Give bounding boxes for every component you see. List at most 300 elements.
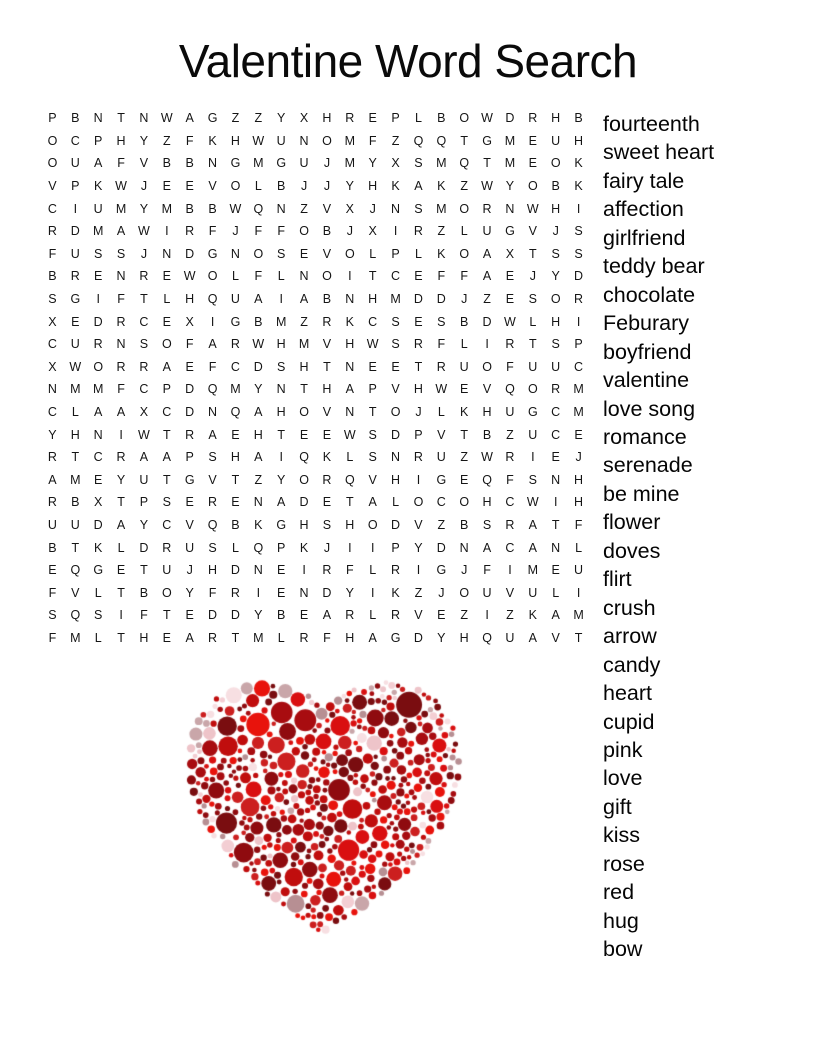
grid-cell: X bbox=[185, 314, 194, 329]
grid-cell: R bbox=[299, 630, 309, 645]
word-list-item: flower bbox=[603, 510, 661, 535]
grid-cell: U bbox=[528, 359, 538, 374]
grid-cell: L bbox=[460, 224, 468, 239]
grid-cell: P bbox=[94, 133, 103, 148]
grid-cell: W bbox=[481, 179, 493, 194]
grid-cell: A bbox=[185, 630, 194, 645]
grid-cell: H bbox=[574, 495, 584, 510]
grid-cell: R bbox=[436, 359, 446, 374]
grid-cell: E bbox=[185, 608, 194, 623]
grid-cell: X bbox=[391, 156, 400, 171]
grid-cell: T bbox=[231, 630, 240, 645]
grid-cell: W bbox=[138, 224, 150, 239]
grid-cell: Q bbox=[505, 382, 515, 397]
grid-cell: N bbox=[276, 382, 286, 397]
grid-cell: C bbox=[505, 495, 515, 510]
grid-cell: D bbox=[185, 246, 195, 261]
grid-cell: I bbox=[119, 608, 123, 623]
grid-cell: O bbox=[230, 179, 241, 194]
grid-cell: E bbox=[528, 156, 537, 171]
grid-cell: F bbox=[208, 359, 217, 374]
grid-cell: S bbox=[277, 246, 286, 261]
grid-cell: J bbox=[140, 179, 148, 194]
grid-cell: I bbox=[256, 585, 261, 600]
grid-cell: R bbox=[116, 359, 126, 374]
grid-cell: S bbox=[116, 246, 126, 261]
grid-cell: T bbox=[277, 427, 285, 442]
grid-cell: G bbox=[482, 133, 492, 148]
grid-cell: W bbox=[69, 359, 82, 374]
grid-cell: K bbox=[322, 450, 332, 465]
grid-cell: E bbox=[277, 585, 286, 600]
grid-cell: U bbox=[185, 540, 195, 555]
word-list-item: doves bbox=[603, 538, 661, 563]
grid-cell: N bbox=[253, 563, 263, 578]
grid-cell: K bbox=[437, 246, 446, 261]
grid-cell: Z bbox=[483, 292, 491, 307]
grid-cell: W bbox=[115, 179, 127, 194]
grid-cell: W bbox=[183, 269, 196, 284]
grid-cell: W bbox=[252, 337, 265, 352]
grid-cell: N bbox=[116, 269, 126, 284]
grid-cell: T bbox=[300, 382, 308, 397]
grid-cell: T bbox=[460, 133, 468, 148]
grid-cell: Q bbox=[344, 472, 355, 487]
grid-cell: N bbox=[459, 540, 469, 555]
grid-cell: C bbox=[368, 314, 378, 329]
grid-cell: B bbox=[551, 179, 560, 194]
grid-cell: C bbox=[93, 450, 103, 465]
grid-cell: E bbox=[162, 269, 171, 284]
grid-cell: T bbox=[117, 585, 125, 600]
grid-cell: Z bbox=[437, 517, 446, 532]
grid-cell: N bbox=[505, 201, 515, 216]
grid-cell: B bbox=[437, 111, 446, 126]
grid-cell: D bbox=[93, 314, 103, 329]
grid-cell: T bbox=[140, 292, 148, 307]
grid-cell: N bbox=[139, 111, 149, 126]
grid-cell: X bbox=[94, 495, 103, 510]
grid-cell: D bbox=[93, 517, 103, 532]
grid-cell: W bbox=[481, 111, 493, 126]
grid-cell: K bbox=[94, 540, 103, 555]
grid-cell: R bbox=[70, 269, 80, 284]
grid-cell: I bbox=[96, 292, 100, 307]
grid-cell: W bbox=[435, 382, 448, 397]
grid-cell: M bbox=[298, 337, 310, 352]
grid-cell: O bbox=[413, 495, 424, 510]
grid-cell: Z bbox=[460, 179, 468, 194]
grid-cell: U bbox=[139, 472, 149, 487]
word-list-item: serenade bbox=[603, 453, 693, 478]
grid-cell: B bbox=[460, 517, 469, 532]
grid-cell: S bbox=[208, 540, 217, 555]
grid-cell: T bbox=[528, 337, 537, 352]
grid-cell: V bbox=[322, 405, 332, 420]
grid-cell: H bbox=[391, 472, 401, 487]
grid-cell: R bbox=[574, 292, 584, 307]
grid-cell: V bbox=[551, 630, 560, 645]
grid-cell: L bbox=[277, 269, 285, 284]
grid-cell: R bbox=[322, 563, 332, 578]
grid-cell: L bbox=[414, 246, 422, 261]
grid-cell: T bbox=[345, 495, 354, 510]
grid-cell: D bbox=[574, 269, 584, 284]
grid-cell: V bbox=[322, 246, 332, 261]
page-title: Valentine Word Search bbox=[178, 35, 638, 87]
grid-cell: H bbox=[253, 427, 263, 442]
grid-cell: X bbox=[48, 359, 57, 374]
grid-cell: B bbox=[162, 156, 171, 171]
grid-cell: E bbox=[48, 563, 57, 578]
grid-cell: R bbox=[391, 608, 401, 623]
grid-cell: Y bbox=[505, 179, 515, 194]
grid-cell: N bbox=[276, 201, 286, 216]
grid-cell: C bbox=[47, 201, 57, 216]
grid-cell: R bbox=[47, 450, 57, 465]
word-list-item: pink bbox=[603, 737, 643, 762]
grid-cell: J bbox=[461, 292, 468, 307]
grid-cell: M bbox=[436, 201, 447, 216]
grid-cell: S bbox=[574, 246, 583, 261]
grid-cell: F bbox=[117, 156, 125, 171]
grid-cell: Z bbox=[460, 608, 468, 623]
grid-cell: E bbox=[185, 359, 194, 374]
grid-cell: R bbox=[413, 450, 423, 465]
grid-cell: S bbox=[94, 608, 103, 623]
grid-cell: G bbox=[207, 111, 218, 126]
grid-cell: H bbox=[322, 382, 332, 397]
grid-cell: T bbox=[162, 472, 171, 487]
grid-cell: N bbox=[253, 495, 263, 510]
grid-cell: N bbox=[116, 337, 126, 352]
grid-cell: Q bbox=[253, 201, 264, 216]
word-list-item: gift bbox=[603, 794, 632, 819]
grid-cell: C bbox=[551, 427, 561, 442]
grid-cell: Z bbox=[254, 472, 263, 487]
grid-cell: S bbox=[482, 517, 492, 532]
grid-cell: D bbox=[436, 292, 446, 307]
grid-cell: A bbox=[254, 450, 263, 465]
grid-cell: F bbox=[254, 269, 263, 284]
word-list-item: red bbox=[603, 880, 635, 905]
grid-cell: F bbox=[48, 246, 57, 261]
grid-cell: S bbox=[574, 224, 583, 239]
grid-cell: T bbox=[551, 517, 560, 532]
grid-cell: V bbox=[322, 337, 332, 352]
grid-cell: L bbox=[71, 405, 79, 420]
grid-cell: O bbox=[459, 201, 470, 216]
grid-cell: F bbox=[277, 224, 285, 239]
word-list-item: candy bbox=[603, 652, 661, 677]
word-list-item: love song bbox=[603, 396, 696, 421]
grid-cell: K bbox=[437, 179, 446, 194]
grid-cell: K bbox=[94, 179, 103, 194]
grid-cell: B bbox=[322, 292, 332, 307]
grid-cell: U bbox=[574, 563, 584, 578]
grid-cell: A bbox=[254, 405, 263, 420]
grid-cell: G bbox=[436, 563, 447, 578]
grid-cell: F bbox=[48, 585, 57, 600]
grid-cell: D bbox=[413, 630, 423, 645]
grid-cell: B bbox=[254, 314, 263, 329]
grid-cell: P bbox=[162, 382, 171, 397]
grid-cell: Q bbox=[230, 405, 241, 420]
grid-cell: S bbox=[391, 314, 400, 329]
grid-cell: R bbox=[345, 608, 355, 623]
word-list-item: romance bbox=[603, 424, 687, 449]
grid-cell: Y bbox=[414, 540, 423, 555]
grid-cell: V bbox=[482, 382, 492, 397]
grid-cell: P bbox=[277, 540, 286, 555]
grid-cell: R bbox=[47, 495, 57, 510]
grid-cell: D bbox=[230, 608, 240, 623]
grid-cell: E bbox=[299, 246, 309, 261]
grid-cell: E bbox=[185, 495, 194, 510]
grid-cell: H bbox=[116, 133, 126, 148]
grid-cell: N bbox=[230, 246, 240, 261]
grid-cell: Z bbox=[300, 314, 308, 329]
grid-cell: B bbox=[71, 495, 80, 510]
grid-cell: Y bbox=[437, 630, 446, 645]
grid-cell: E bbox=[185, 179, 194, 194]
grid-cell: T bbox=[162, 608, 171, 623]
grid-cell: E bbox=[116, 563, 126, 578]
grid-cell: O bbox=[459, 495, 470, 510]
grid-cell: T bbox=[414, 359, 423, 374]
grid-cell: Z bbox=[506, 427, 514, 442]
grid-cell: H bbox=[185, 292, 195, 307]
grid-cell: E bbox=[528, 133, 537, 148]
grid-cell: R bbox=[322, 472, 332, 487]
grid-cell: R bbox=[47, 224, 57, 239]
grid-cell: M bbox=[344, 156, 356, 171]
grid-cell: M bbox=[253, 630, 264, 645]
grid-cell: S bbox=[437, 314, 446, 329]
grid-cell: R bbox=[413, 337, 423, 352]
grid-cell: B bbox=[231, 517, 240, 532]
grid-cell: H bbox=[413, 382, 423, 397]
grid-cell: B bbox=[185, 201, 194, 216]
grid-cell: A bbox=[551, 608, 560, 623]
grid-cell: H bbox=[299, 359, 309, 374]
grid-cell: K bbox=[345, 314, 354, 329]
grid-cell: B bbox=[277, 179, 286, 194]
grid-cell: R bbox=[185, 224, 195, 239]
grid-cell: P bbox=[71, 179, 80, 194]
grid-cell: I bbox=[279, 292, 283, 307]
grid-cell: T bbox=[460, 427, 468, 442]
grid-cell: C bbox=[70, 133, 80, 148]
grid-cell: U bbox=[528, 427, 538, 442]
word-list-item: flirt bbox=[603, 567, 632, 592]
grid-cell: G bbox=[230, 156, 241, 171]
grid-cell: M bbox=[92, 382, 104, 397]
grid-cell: H bbox=[276, 405, 286, 420]
grid-cell: M bbox=[275, 314, 287, 329]
grid-cell: X bbox=[139, 405, 149, 420]
grid-cell: J bbox=[186, 563, 193, 578]
grid-cell: K bbox=[574, 156, 583, 171]
grid-cell: E bbox=[299, 427, 309, 442]
grid-cell: Y bbox=[185, 585, 194, 600]
grid-cell: L bbox=[414, 111, 422, 126]
grid-cell: G bbox=[93, 563, 104, 578]
word-list-item: sweet heart bbox=[603, 140, 715, 165]
grid-cell: R bbox=[322, 314, 332, 329]
grid-cell: E bbox=[460, 472, 469, 487]
grid-cell: W bbox=[343, 427, 356, 442]
grid-cell: F bbox=[117, 382, 125, 397]
grid-cell: L bbox=[529, 314, 537, 329]
grid-cell: Q bbox=[207, 292, 218, 307]
grid-cell: N bbox=[551, 540, 561, 555]
grid-cell: R bbox=[482, 201, 492, 216]
grid-cell: V bbox=[322, 201, 332, 216]
grid-cell: O bbox=[161, 337, 172, 352]
grid-cell: U bbox=[436, 450, 446, 465]
grid-cell: F bbox=[48, 630, 57, 645]
grid-cell: E bbox=[162, 314, 171, 329]
grid-cell: E bbox=[322, 427, 332, 442]
grid-cell: M bbox=[390, 292, 401, 307]
grid-cell: G bbox=[276, 156, 287, 171]
grid-cell: J bbox=[529, 269, 536, 284]
grid-cell: J bbox=[300, 179, 308, 194]
grid-cell: V bbox=[208, 472, 217, 487]
grid-cell: F bbox=[437, 337, 446, 352]
grid-cell: E bbox=[414, 314, 423, 329]
grid-cell: F bbox=[574, 517, 583, 532]
grid-cell: E bbox=[231, 495, 240, 510]
grid-cell: V bbox=[208, 179, 217, 194]
grid-cell: U bbox=[70, 337, 80, 352]
word-search-grid bbox=[41, 107, 590, 649]
grid-cell: I bbox=[485, 608, 489, 623]
grid-cell: J bbox=[552, 224, 559, 239]
grid-cell: A bbox=[528, 540, 537, 555]
grid-cell: N bbox=[299, 585, 309, 600]
grid-cell: F bbox=[185, 133, 194, 148]
grid-cell: H bbox=[139, 630, 149, 645]
grid-cell: W bbox=[229, 201, 242, 216]
grid-cell: Y bbox=[551, 269, 560, 284]
grid-cell: B bbox=[322, 224, 332, 239]
grid-cell: E bbox=[231, 427, 240, 442]
grid-cell: M bbox=[161, 201, 173, 216]
grid-cell: H bbox=[230, 450, 240, 465]
grid-cell: U bbox=[551, 133, 561, 148]
heart-dots-image bbox=[168, 656, 480, 968]
grid-cell: Z bbox=[460, 450, 468, 465]
grid-cell: H bbox=[345, 337, 355, 352]
grid-cell: S bbox=[414, 156, 423, 171]
grid-cell: Q bbox=[70, 608, 81, 623]
grid-cell: L bbox=[369, 608, 377, 623]
grid-cell: E bbox=[551, 450, 560, 465]
grid-cell: E bbox=[162, 630, 171, 645]
grid-cell: L bbox=[369, 563, 377, 578]
grid-cell: S bbox=[139, 337, 149, 352]
grid-cell: S bbox=[414, 201, 423, 216]
grid-cell: L bbox=[231, 540, 239, 555]
grid-cell: P bbox=[391, 540, 400, 555]
grid-cell: O bbox=[253, 246, 264, 261]
grid-cell: L bbox=[277, 630, 285, 645]
grid-cell: G bbox=[527, 405, 538, 420]
grid-cell: Z bbox=[437, 224, 446, 239]
grid-cell: T bbox=[71, 540, 80, 555]
grid-cell: H bbox=[345, 630, 355, 645]
grid-cell: M bbox=[253, 156, 264, 171]
grid-cell: N bbox=[299, 133, 309, 148]
grid-cell: S bbox=[551, 246, 560, 261]
word-list-item: crush bbox=[603, 595, 656, 620]
word-list-item: be mine bbox=[603, 481, 680, 506]
grid-cell: P bbox=[185, 450, 194, 465]
grid-cell: H bbox=[551, 201, 561, 216]
grid-cell: V bbox=[368, 472, 377, 487]
grid-cell: Y bbox=[139, 133, 149, 148]
grid-cell: T bbox=[162, 427, 171, 442]
grid-cell: Y bbox=[254, 608, 263, 623]
grid-cell: N bbox=[345, 359, 355, 374]
grid-cell: I bbox=[119, 427, 123, 442]
grid-cell: K bbox=[391, 179, 400, 194]
grid-cell: A bbox=[48, 472, 57, 487]
grid-cell: I bbox=[576, 314, 581, 329]
grid-cell: M bbox=[70, 382, 81, 397]
grid-cell: P bbox=[574, 337, 583, 352]
grid-cell: U bbox=[70, 517, 80, 532]
grid-cell: A bbox=[322, 608, 332, 623]
grid-cell: H bbox=[459, 630, 469, 645]
grid-cell: O bbox=[47, 156, 58, 171]
grid-cell: D bbox=[208, 608, 218, 623]
grid-cell: I bbox=[485, 337, 489, 352]
grid-cell: T bbox=[574, 630, 583, 645]
grid-cell: U bbox=[230, 292, 240, 307]
grid-cell: H bbox=[368, 179, 378, 194]
grid-cell: I bbox=[348, 540, 352, 555]
grid-cell: M bbox=[573, 405, 584, 420]
grid-cell: R bbox=[93, 337, 103, 352]
grid-cell: A bbox=[94, 156, 103, 171]
grid-cell: P bbox=[414, 427, 423, 442]
grid-cell: Y bbox=[48, 427, 57, 442]
grid-cell: L bbox=[369, 246, 377, 261]
grid-cell: D bbox=[253, 359, 263, 374]
grid-cell: J bbox=[323, 156, 331, 171]
grid-cell: O bbox=[93, 359, 104, 374]
grid-cell: H bbox=[574, 472, 584, 487]
grid-cell: E bbox=[437, 608, 446, 623]
grid-cell: J bbox=[438, 585, 445, 600]
grid-cell: U bbox=[551, 359, 561, 374]
grid-cell: A bbox=[208, 337, 217, 352]
grid-cell: X bbox=[48, 314, 57, 329]
grid-cell: Q bbox=[436, 133, 447, 148]
grid-cell: C bbox=[162, 405, 172, 420]
grid-cell: H bbox=[70, 427, 80, 442]
grid-cell: D bbox=[436, 540, 446, 555]
grid-cell: H bbox=[276, 337, 286, 352]
grid-cell: L bbox=[117, 540, 125, 555]
grid-cell: Q bbox=[207, 517, 218, 532]
grid-cell: C bbox=[230, 359, 240, 374]
grid-cell: D bbox=[139, 540, 149, 555]
grid-cell: S bbox=[208, 450, 217, 465]
